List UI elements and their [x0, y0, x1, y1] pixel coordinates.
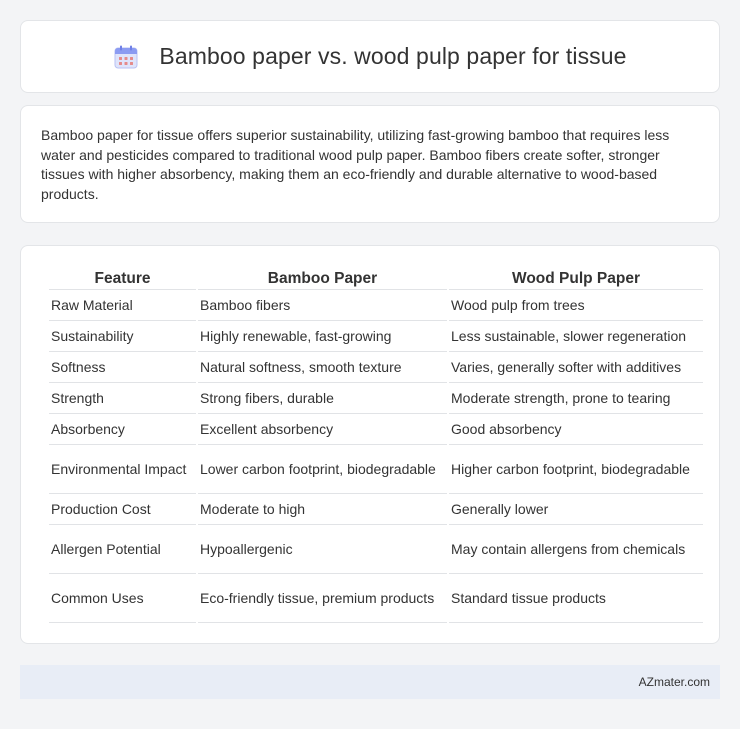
table-row [49, 574, 703, 623]
header-bamboo-paper: Bamboo Paper [198, 268, 447, 290]
wood-pulp-cell: Wood pulp from trees [449, 290, 703, 321]
table-row [49, 352, 703, 383]
table-header-row [49, 268, 703, 290]
bamboo-cell: Bamboo fibers [198, 290, 447, 321]
bamboo-cell: Natural softness, smooth texture [198, 352, 447, 383]
feature-cell: Sustainability [49, 321, 196, 352]
table-row [49, 383, 703, 414]
feature-cell: Strength [49, 383, 196, 414]
header-wood-pulp-paper: Wood Pulp Paper [449, 268, 703, 290]
bamboo-cell: Strong fibers, durable [198, 383, 447, 414]
table-row [49, 445, 703, 494]
title-wrap [113, 43, 626, 70]
wood-pulp-cell: May contain allergens from chemicals [449, 525, 703, 574]
feature-cell: Common Uses [49, 574, 196, 623]
feature-cell: Absorbency [49, 414, 196, 445]
page-title: Bamboo paper vs. wood pulp paper for tissue [159, 43, 627, 69]
wood-pulp-cell: Standard tissue products [449, 574, 703, 623]
wood-pulp-cell: Less sustainable, slower regeneration [449, 321, 703, 352]
table-row [49, 321, 703, 352]
calendar-icon [113, 44, 139, 70]
bamboo-cell: Hypoallergenic [198, 525, 447, 574]
footer [20, 665, 720, 699]
feature-cell: Raw Material [49, 290, 196, 321]
wood-pulp-cell: Good absorbency [449, 414, 703, 445]
bamboo-cell: Lower carbon footprint, biodegradable [198, 445, 447, 494]
footer-brand[interactable]: AZmater.com [638, 675, 710, 689]
feature-cell: Allergen Potential [49, 525, 196, 574]
table-row [49, 290, 703, 321]
intro-card [20, 105, 720, 223]
comparison-table [47, 268, 705, 623]
header-feature: Feature [49, 268, 196, 290]
wood-pulp-cell: Moderate strength, prone to tearing [449, 383, 703, 414]
title-card [20, 20, 720, 93]
wood-pulp-cell: Generally lower [449, 494, 703, 525]
wood-pulp-cell: Higher carbon footprint, biodegradable [449, 445, 703, 494]
bamboo-cell: Excellent absorbency [198, 414, 447, 445]
comparison-card [20, 245, 720, 644]
bamboo-cell: Eco-friendly tissue, premium products [198, 574, 447, 623]
table-row [49, 494, 703, 525]
feature-cell: Production Cost [49, 494, 196, 525]
bamboo-cell: Moderate to high [198, 494, 447, 525]
bamboo-cell: Highly renewable, fast-growing [198, 321, 447, 352]
feature-cell: Environmental Impact [49, 445, 196, 494]
table-row [49, 525, 703, 574]
feature-cell: Softness [49, 352, 196, 383]
table-row [49, 414, 703, 445]
intro-text: Bamboo paper for tissue offers superior sustainability, utilizing fast-growing bamboo that requires less water and pesticides compared to traditional wood pulp paper. Bamboo fibers create softer, stronger tissues with higher absorbency, making them an eco-friendly and durable alternative to wood-based products. [41, 127, 670, 202]
wood-pulp-cell: Varies, generally softer with additives [449, 352, 703, 383]
